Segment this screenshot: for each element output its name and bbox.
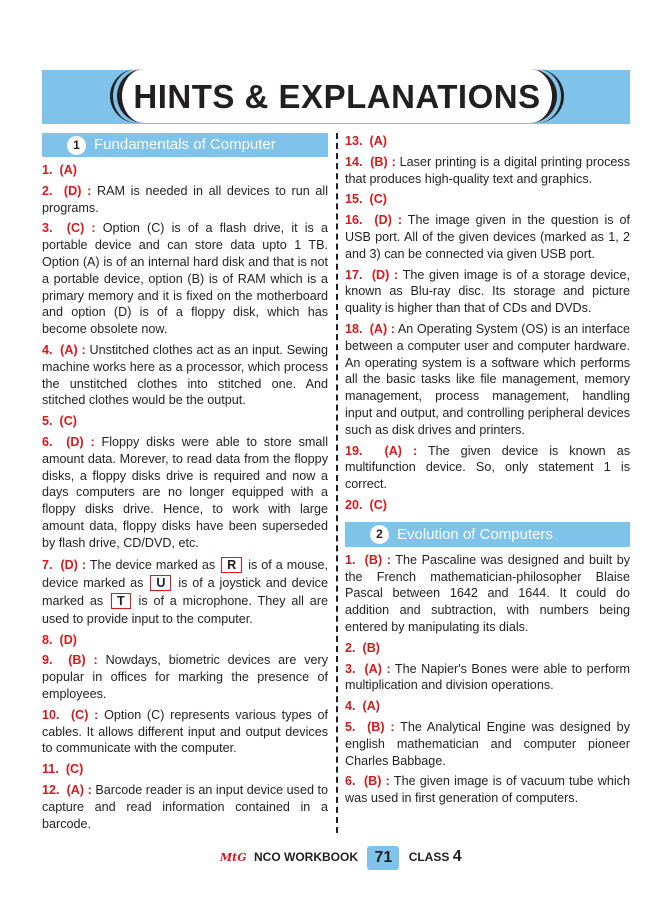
answer-option: (B) <box>362 640 380 655</box>
section-header-fundamentals <box>42 133 328 157</box>
question-number: 5. <box>345 719 356 734</box>
question-number: 2. <box>345 640 356 655</box>
answer-item <box>345 267 630 317</box>
page-title: HINTS & EXPLANATIONS <box>133 78 541 115</box>
answer-item <box>345 719 630 769</box>
page-footer <box>220 846 462 872</box>
device-label-box: U <box>150 575 171 591</box>
right-column <box>345 133 630 811</box>
question-number: 4. <box>345 699 356 714</box>
workbook-label: NCO WORKBOOK <box>254 850 358 865</box>
answer-item <box>42 342 328 409</box>
class-number: 4 <box>452 848 462 866</box>
answer-option: (B) : <box>367 719 395 734</box>
question-number: 8. <box>42 632 53 647</box>
answer-option: (D) : <box>371 267 399 282</box>
section-title: Evolution of Computers <box>397 525 553 543</box>
answer-explanation: The Pascaline was designed and built by the French mathematician-philosopher Blaise Pascal between 1642 and 1644. It could do addition and subtraction, with numbers being entered by manipulating its dials. <box>345 552 630 634</box>
answer-item <box>345 497 630 514</box>
question-number: 7. <box>42 557 53 572</box>
section-header-evolution <box>345 522 630 547</box>
answer-item <box>345 661 630 695</box>
answer-option: (B) : <box>370 154 396 169</box>
answer-option: (A) : <box>364 661 391 676</box>
question-number: 1. <box>345 552 356 567</box>
answer-item <box>42 162 328 179</box>
answer-item <box>42 707 328 757</box>
answer-item <box>345 640 630 657</box>
answer-explanation: The image given in the question is of USB port. All of the given devices (marked as 1, 2 and 3) can be connected via given USB port. <box>345 213 630 261</box>
answer-option: (C) <box>369 192 387 207</box>
answer-explanation: The Napier's Bones were able to perform multiplication and division operations. <box>345 661 631 693</box>
answer-option: (A) : <box>369 321 395 336</box>
answer-option: (A) : <box>384 443 418 458</box>
question-number: 6. <box>345 774 356 789</box>
class-label: CLASS <box>408 850 450 865</box>
answer-item <box>345 552 630 636</box>
answer-explanation: The given device is known as multifunction device. So, only statement 1 is correct. <box>345 443 630 492</box>
answer-item <box>42 556 328 628</box>
question-number: 1. <box>42 163 53 177</box>
answer-explanation-part: The device marked as <box>89 557 216 572</box>
answer-item <box>42 413 328 430</box>
section-number-badge: 2 <box>370 525 389 544</box>
answer-explanation: Option (C) represents various types of cables. It allows different input and output devices to communicate with the computer. <box>42 707 329 756</box>
answer-option: (C) : <box>66 221 96 236</box>
answer-explanation: RAM is needed in all devices to run all programs. <box>42 183 329 215</box>
question-number: 19. <box>345 443 363 458</box>
question-number: 4. <box>42 342 53 357</box>
answer-item <box>42 632 328 649</box>
question-number: 10. <box>42 707 60 722</box>
answer-item <box>42 782 328 832</box>
question-number: 3. <box>345 661 356 676</box>
answer-option: (A) : <box>60 342 86 357</box>
answer-option: (D) : <box>66 434 95 449</box>
answer-item <box>345 443 630 493</box>
question-number: 5. <box>42 414 53 429</box>
device-label-box: R <box>221 557 242 573</box>
question-number: 11. <box>42 762 59 777</box>
answer-option: (C) : <box>70 707 99 722</box>
answer-item <box>42 434 328 552</box>
answer-option: (B) : <box>364 552 391 567</box>
answer-explanation: Laser printing is a digital printing process that produces high-quality text and graphics. <box>345 154 630 186</box>
answer-option: (A) <box>362 699 380 714</box>
answer-explanation: Floppy disks were able to store small amount data. Morever, to read data from the floppy disks, a floppy disks drive is required and now a days computers are no longer equipped with a floppy disks drive. Hence, to work with large amount data, floppy disks have been superseded by flash drive, CD/DVD, etc. <box>42 434 329 550</box>
answer-item <box>345 154 630 188</box>
answer-explanation: Nowdays, biometric devices are very popular in offices for marking the presence of employees. <box>42 653 328 701</box>
answer-option: (C) <box>59 414 77 429</box>
answer-option: (A) <box>59 163 77 177</box>
question-number: 6. <box>42 434 53 449</box>
answer-item <box>42 761 328 778</box>
answer-item <box>345 212 630 262</box>
answer-item <box>42 183 328 217</box>
answer-option: (A) <box>369 134 387 148</box>
question-number: 16. <box>345 213 363 228</box>
answer-option: (D) : <box>63 183 92 198</box>
left-column <box>42 133 328 836</box>
answer-item <box>42 220 328 338</box>
page-number: 71 <box>367 846 399 870</box>
answer-option: (C) <box>65 762 84 777</box>
answer-explanation: Unstitched clothes act as an input. Sewing machine works here as a processor, which process the unstitched clothes into stitched one. And stitched clothes would be the output. <box>42 342 329 408</box>
answer-option: (C) <box>369 497 387 512</box>
section-number-badge: 1 <box>67 136 86 155</box>
answer-explanation-part: is of a mouse, device marked as <box>42 557 328 590</box>
answer-option: (D) : <box>374 213 403 228</box>
answer-option: (A) : <box>66 782 92 797</box>
answer-item <box>345 773 630 807</box>
question-number: 14. <box>345 154 363 169</box>
answer-option: (D) : <box>60 557 87 572</box>
question-number: 20. <box>345 497 363 512</box>
answer-explanation: The Analytical Engine was designed by english mathematician and computer pioneer Charles Babbage. <box>345 719 630 768</box>
answer-option: (B) : <box>68 653 98 668</box>
answer-item <box>345 321 630 439</box>
question-number: 18. <box>345 321 363 336</box>
answer-item <box>345 698 630 715</box>
answer-item <box>42 652 328 702</box>
question-number: 9. <box>42 653 53 668</box>
answer-item <box>345 133 630 150</box>
answer-explanation: Option (C) is of a flash drive, it is a portable device and can store data upto 1 TB. Option (A) is of an internal hard disk and that is not a portable device, option (B) is of RAM which is a primary memory and it is fixed on the motherboard and option (D) is of a floppy disk, which has become obsolete now. <box>42 221 328 337</box>
question-number: 3. <box>42 221 53 236</box>
answer-explanation-part: is of a microphone. They all are used to provide input to the computer. <box>42 593 329 626</box>
device-label-box: T <box>111 593 131 609</box>
question-number: 12. <box>42 782 60 797</box>
answer-explanation: The given image is of vacuum tube which was used in first generation of computers. <box>345 774 630 806</box>
answer-explanation-part: is of a joystick and device marked as <box>42 575 328 608</box>
question-number: 13. <box>345 134 363 148</box>
column-divider <box>336 133 338 833</box>
answer-option: (B) : <box>363 774 390 789</box>
answer-item <box>345 191 630 208</box>
answer-explanation: Barcode reader is an input device used to capture and read information contained in a barcode. <box>42 782 329 831</box>
question-number: 2. <box>42 183 53 198</box>
section-title: Fundamentals of Computer <box>94 136 276 153</box>
brand-logo: MtG <box>220 851 247 865</box>
question-number: 15. <box>345 192 363 207</box>
answer-option: (D) <box>59 632 77 647</box>
question-number: 17. <box>345 267 363 282</box>
answer-explanation: The given image is of a storage device, known as Blu-ray disc. Its storage and picture quality is higher than that of CDs and DVDs. <box>345 267 630 316</box>
answer-explanation: An Operating System (OS) is an interface between a computer user and computer hardware. An operating system is a software which performs all the basic tasks like file management, memory management, process management, handling input and output, and controlling peripheral devices such as disk drives and printers. <box>345 321 631 437</box>
